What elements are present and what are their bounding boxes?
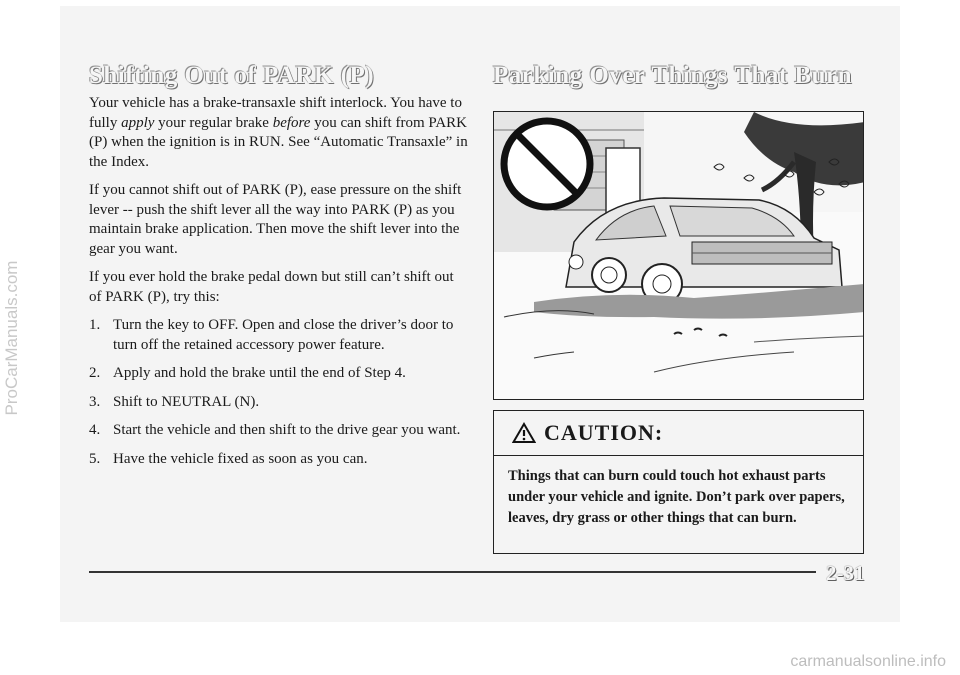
step-item: 5. Have the vehicle fixed as soon as you can. [89, 450, 368, 467]
intro-paragraph: Your vehicle has a brake-transaxle shift interlock. You have to fully apply your regular brake before you can shift from PARK (P) when the ignition is in RUN. See “Automatic Transaxle” in the Index. [89, 95, 468, 170]
try-this-paragraph: If you ever hold the brake pedal down but still can’t shift out of PARK (P), try this: [89, 269, 454, 305]
ease-pressure-paragraph: If you cannot shift out of PARK (P), ease pressure on the shift lever -- push the shift lever all the way into PARK (P) as you maintain brake application. Then move the shift lever into the gear you want. [89, 182, 462, 257]
prohibition-icon [504, 121, 590, 207]
caution-box [493, 410, 864, 554]
page-number: 2-31 [826, 561, 865, 585]
corner-watermark: carmanualsonline.info [790, 653, 946, 670]
caution-title: CAUTION: [544, 420, 664, 445]
section-heading-parking: Parking Over Things That Burn [493, 62, 853, 89]
step-list [89, 316, 469, 469]
car-parked-over-leaves-illustration [493, 111, 864, 400]
caution-header [494, 411, 863, 456]
step-item: 3. Shift to NEUTRAL (N). [89, 393, 260, 410]
footer-rule [89, 571, 816, 573]
step-item: 4. Start the vehicle and then shift to the drive gear you want. [89, 422, 461, 438]
section-heading-shifting: Shifting Out of PARK (P) [89, 62, 375, 89]
step-item: 1. Turn the key to OFF. Open and close the driver’s door to turn off the retained accessory power feature. [89, 317, 454, 353]
caution-text: Things that can burn could touch hot exhaust parts under your vehicle and ignite. Don’t park over papers, leaves, dry grass or other things that can burn. [508, 468, 845, 526]
left-column [89, 94, 469, 478]
step-item: 2. Apply and hold the brake until the end of Step 4. [89, 365, 406, 381]
warning-triangle-icon [512, 422, 536, 444]
